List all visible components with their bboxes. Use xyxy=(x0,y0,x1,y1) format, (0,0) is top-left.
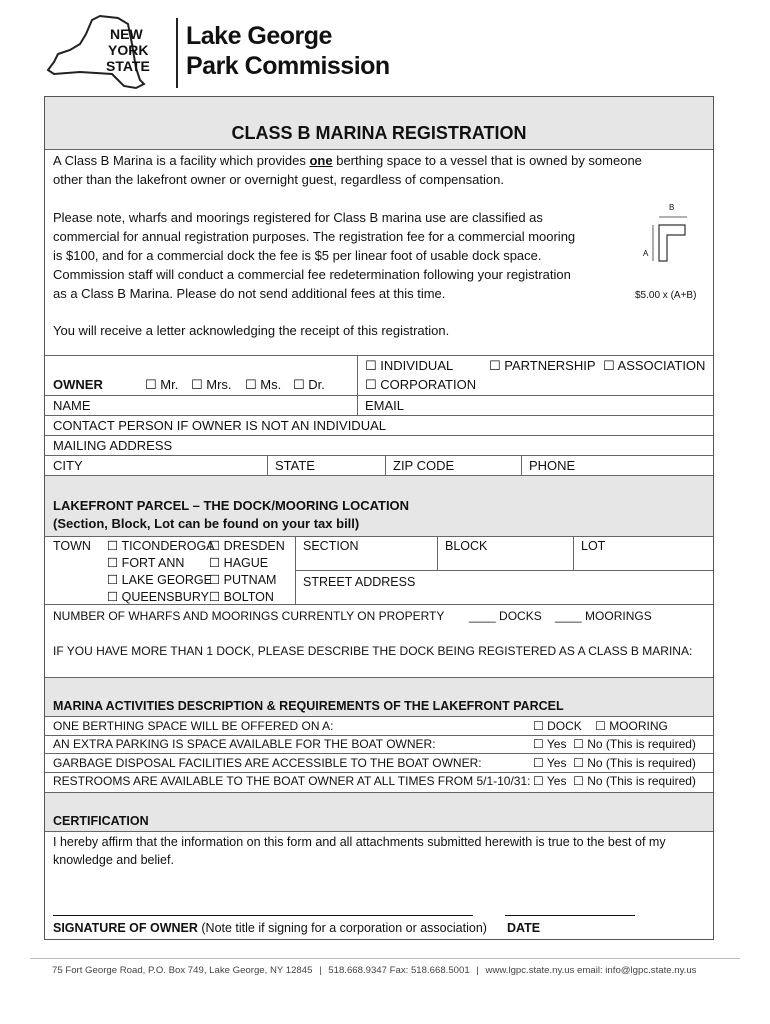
town-putnam[interactable]: ☐ PUTNAM xyxy=(209,573,277,587)
city-field[interactable]: CITY xyxy=(53,458,83,473)
activity-answer-restrooms[interactable]: ☐ Yes ☐ No (This is required) xyxy=(533,774,696,788)
activity-question-restrooms: RESTROOMS ARE AVAILABLE TO THE BOAT OWNER AT ALL TIMES FROM 5/1-10/31: xyxy=(53,774,531,788)
divider xyxy=(357,395,358,415)
intro-paragraph-1 xyxy=(53,151,642,189)
owner-type-association[interactable]: ☐ ASSOCIATION xyxy=(603,358,706,373)
footer-rule xyxy=(30,958,740,959)
parcel-subheading: (Section, Block, Lot can be found on your tax bill) xyxy=(53,516,360,531)
state-field[interactable]: STATE xyxy=(275,458,315,473)
intro-text: berthing space to a vessel that is owned by someone xyxy=(332,153,642,168)
divider xyxy=(45,355,713,356)
state-logo-line-3: STATE xyxy=(106,58,150,74)
dock-diagram-icon xyxy=(641,203,691,263)
town-lake-george[interactable]: ☐ LAKE GEORGE xyxy=(107,573,212,587)
divider xyxy=(437,536,438,570)
email-field[interactable]: EMAIL xyxy=(365,398,405,413)
docks-count-field[interactable]: ____ DOCKS xyxy=(469,609,542,623)
intro-text: other than the lakefront owner or overnight guest, regardless of compensation. xyxy=(53,172,504,187)
zip-code-field[interactable]: ZIP CODE xyxy=(393,458,455,473)
date-label: DATE xyxy=(507,921,541,935)
footer-separator: | xyxy=(319,965,322,976)
owner-title-mrs[interactable]: ☐ Mrs. xyxy=(191,377,232,392)
divider xyxy=(295,570,713,571)
phone-field[interactable]: PHONE xyxy=(529,458,576,473)
registration-form xyxy=(44,96,714,940)
dock-fee-formula: $5.00 x (A+B) xyxy=(635,290,697,301)
intro-paragraph-2 xyxy=(53,208,575,303)
town-hague[interactable]: ☐ HAGUE xyxy=(209,556,269,570)
block-field[interactable]: BLOCK xyxy=(445,539,488,553)
town-queensbury[interactable]: ☐ QUEENSBURY xyxy=(107,590,209,604)
activities-heading: MARINA ACTIVITIES DESCRIPTION & REQUIREMENTS OF THE LAKEFRONT PARCEL xyxy=(53,699,564,713)
activity-question-garbage: GARBAGE DISPOSAL FACILITIES ARE ACCESSIBLE TO THE BOAT OWNER: xyxy=(53,756,482,770)
signature-label xyxy=(53,921,487,935)
org-name-line-2: Park Commission xyxy=(186,52,390,80)
signature-label-bold: SIGNATURE OF OWNER xyxy=(53,921,198,935)
state-logo-line-1: NEW xyxy=(110,26,143,42)
footer xyxy=(52,965,696,976)
activity-answer-garbage[interactable]: ☐ Yes ☐ No (This is required) xyxy=(533,756,696,770)
date-line[interactable] xyxy=(505,915,635,916)
describe-dock-field[interactable]: IF YOU HAVE MORE THAN 1 DOCK, PLEASE DESCRIBE THE DOCK BEING REGISTERED AS A CLASS B MARINA: xyxy=(53,644,693,658)
town-bolton[interactable]: ☐ BOLTON xyxy=(209,590,274,604)
owner-type-corporation[interactable]: ☐ CORPORATION xyxy=(365,377,477,392)
divider xyxy=(45,772,713,773)
owner-title-dr[interactable]: ☐ Dr. xyxy=(293,377,325,392)
intro-bold: one xyxy=(309,153,333,168)
certification-text-1: I hereby affirm that the information on this form and all attachments submitted herewith is true to the best of my xyxy=(53,835,666,849)
divider xyxy=(45,753,713,754)
owner-type-individual[interactable]: ☐ INDIVIDUAL xyxy=(365,358,454,373)
divider xyxy=(45,604,713,605)
intro-text: Please note, wharfs and moorings registered for Class B marina use are classified as xyxy=(53,210,543,225)
divider xyxy=(45,536,713,537)
footer-phone: 518.668.9347 Fax: 518.668.5001 xyxy=(328,965,470,976)
owner-title-ms[interactable]: ☐ Ms. xyxy=(245,377,282,392)
signature-line[interactable] xyxy=(53,915,473,916)
divider xyxy=(45,716,713,717)
footer-separator: | xyxy=(476,965,479,976)
town-label: TOWN xyxy=(53,539,91,553)
intro-text: as a Class B Marina. Please do not send additional fees at this time. xyxy=(53,286,446,301)
intro-text: Commission staff will conduct a commercial fee redetermination following your registration xyxy=(53,267,571,282)
intro-text: commercial for annual registration purposes. The registration fee for a commercial mooring xyxy=(53,229,576,244)
activity-question-berthing: ONE BERTHING SPACE WILL BE OFFERED ON A: xyxy=(53,719,334,733)
parcel-heading: LAKEFRONT PARCEL – THE DOCK/MOORING LOCATION xyxy=(53,498,410,513)
form-title: CLASS B MARINA REGISTRATION xyxy=(231,123,527,143)
certification-heading: CERTIFICATION xyxy=(53,814,149,828)
mailing-address-field[interactable]: MAILING ADDRESS xyxy=(53,438,173,453)
divider xyxy=(357,355,358,395)
divider xyxy=(267,455,268,475)
divider xyxy=(45,455,713,456)
town-ticonderoga[interactable]: ☐ TICONDEROGA xyxy=(107,539,215,553)
certification-text-2: knowledge and belief. xyxy=(53,853,174,867)
owner-type-partnership[interactable]: ☐ PARTNERSHIP xyxy=(489,358,596,373)
intro-text: is $100, and for a commercial dock the fee is $5 per linear foot of usable dock space. xyxy=(53,248,542,263)
divider xyxy=(45,149,713,150)
owner-title-mr[interactable]: ☐ Mr. xyxy=(145,377,179,392)
section-field[interactable]: SECTION xyxy=(303,539,359,553)
street-address-field[interactable]: STREET ADDRESS xyxy=(303,575,416,589)
divider xyxy=(45,415,713,416)
activity-answer-berthing[interactable]: ☐ DOCK ☐ MOORING xyxy=(533,719,668,733)
dock-label-b: B xyxy=(669,203,675,212)
contact-person-field[interactable]: CONTACT PERSON IF OWNER IS NOT AN INDIVIDUAL xyxy=(53,418,386,433)
state-logo-line-2: YORK xyxy=(108,42,149,58)
wharf-count-label: NUMBER OF WHARFS AND MOORINGS CURRENTLY ON PROPERTY xyxy=(53,609,445,623)
divider xyxy=(45,395,713,396)
town-fort-ann[interactable]: ☐ FORT ANN xyxy=(107,556,185,570)
intro-text: A Class B Marina is a facility which provides xyxy=(53,153,310,168)
logo-divider xyxy=(176,18,178,88)
footer-address: 75 Fort George Road, P.O. Box 749, Lake George, NY 12845 xyxy=(52,965,313,976)
divider xyxy=(45,735,713,736)
divider xyxy=(573,536,574,570)
divider xyxy=(45,831,713,832)
divider xyxy=(385,455,386,475)
signature-note: (Note title if signing for a corporation or association) xyxy=(197,921,487,935)
moorings-count-field[interactable]: ____ MOORINGS xyxy=(555,609,652,623)
town-dresden[interactable]: ☐ DRESDEN xyxy=(209,539,285,553)
header xyxy=(40,14,400,94)
divider xyxy=(521,455,522,475)
org-name-line-1: Lake George xyxy=(186,22,332,50)
name-field[interactable]: NAME xyxy=(53,398,91,413)
activity-answer-parking[interactable]: ☐ Yes ☐ No (This is required) xyxy=(533,737,696,751)
activity-question-parking: AN EXTRA PARKING IS SPACE AVAILABLE FOR THE BOAT OWNER: xyxy=(53,737,436,751)
owner-label: OWNER xyxy=(53,377,103,392)
footer-web-email[interactable]: www.lgpc.state.ny.us email: info@lgpc.state.ny.us xyxy=(485,965,697,976)
lot-field[interactable]: LOT xyxy=(581,539,606,553)
intro-paragraph-3: You will receive a letter acknowledging the receipt of this registration. xyxy=(53,323,450,338)
dock-label-a: A xyxy=(643,249,649,258)
new-york-state-outline-icon xyxy=(40,14,170,94)
divider xyxy=(45,435,713,436)
